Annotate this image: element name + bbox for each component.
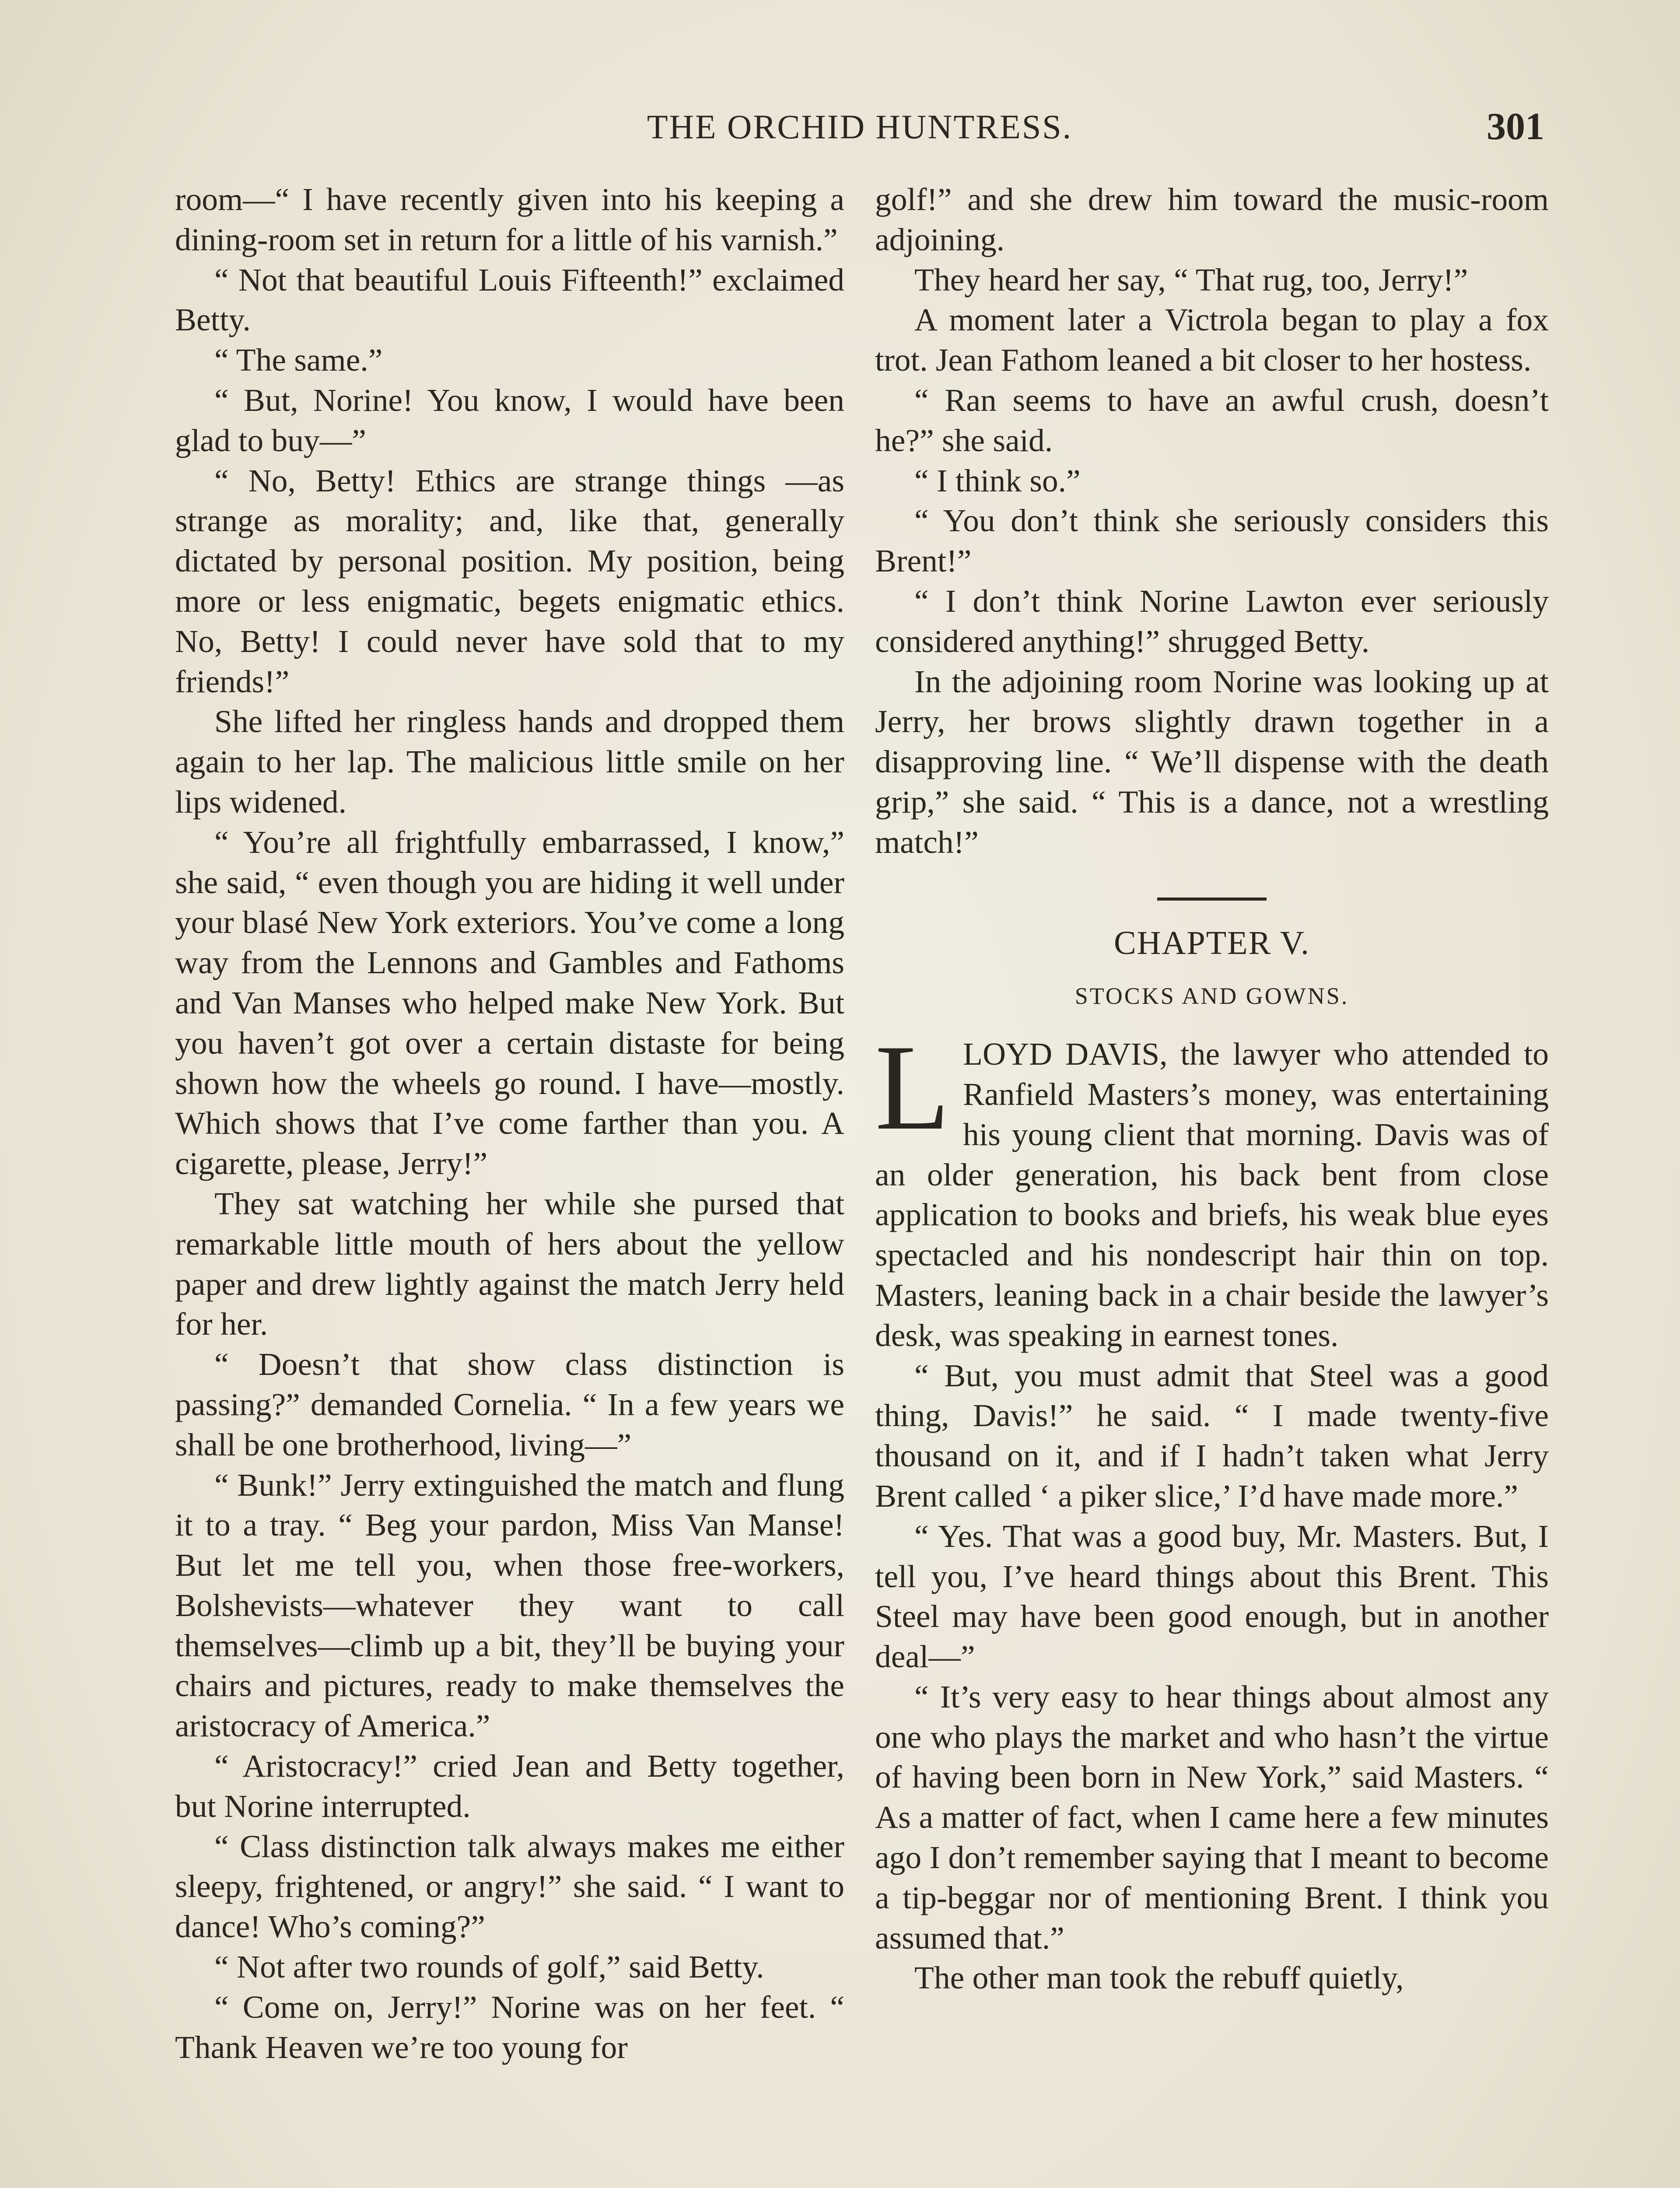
paragraph: “ I don’t think Norine Lawton ever seriously considered anything!” shrugged Betty.: [875, 583, 1549, 659]
paragraph: “ Come on, Jerry!” Norine was on her feet. “ Thank Heaven we’re too young for: [175, 1989, 844, 2065]
paragraph: “ You don’t think she seriously considers this Brent!”: [875, 503, 1549, 579]
chapter-opening-text: LOYD DAVIS, the lawyer who attended to Ranfield Masters’s money, was entertaining his young client that morning. Davis was of an older generation, his back bent from close application to books and briefs, his weak blue eyes spectacled and his nondescript hair thin on top. Masters, leaning back in a chair beside the lawyer’s desk, was speaking in earnest tones.: [875, 1036, 1549, 1353]
paragraph: The other man took the rebuff quietly,: [914, 1960, 1404, 1996]
right-column: [875, 179, 1549, 1998]
paragraph: “ It’s very easy to hear things about almost any one who plays the market and who hasn’t the virtue of having been born in New York,” said Masters. “ As a matter of fact, when I came here a few minutes ago I don’t remember saying that I meant to become a tip-beggar nor of mentioning Brent. I think you assumed that.”: [875, 1679, 1549, 1956]
paragraph: “ But, Norine! You know, I would have been glad to buy—”: [175, 382, 844, 458]
section-divider: [1157, 898, 1267, 901]
paragraph: A moment later a Victrola began to play a fox trot. Jean Fathom leaned a bit closer to her hostess.: [875, 302, 1549, 378]
paragraph: She lifted her ringless hands and dropped them again to her lap. The malicious little smile on her lips widened.: [175, 704, 844, 820]
paragraph: “ Not after two rounds of golf,” said Betty.: [214, 1949, 764, 1985]
paragraph: “ Class distinction talk always makes me either sleepy, frightened, or angry!” she said. “ I want to dance! Who’s coming?”: [175, 1828, 844, 1945]
paragraph: “ Aristocracy!” cried Jean and Betty together, but Norine interrupted.: [175, 1748, 844, 1824]
drop-cap: L: [875, 1019, 950, 1156]
chapter-subtitle: STOCKS AND GOWNS.: [1074, 983, 1349, 1010]
paragraph: “ Not that beautiful Louis Fifteenth!” exclaimed Betty.: [175, 262, 844, 338]
paragraph: “ Ran seems to have an awful crush, doesn’t he?” she said.: [875, 382, 1549, 458]
paragraph: “ But, you must admit that Steel was a good thing, Davis!” he said. “ I made twenty-five thousand on it, and if I hadn’t taken what Jerry Brent called ‘ a piker slice,’ I’d have made more.”: [875, 1357, 1549, 1514]
running-title: THE ORCHID HUNTRESS.: [647, 108, 1073, 146]
paragraph: “ Bunk!” Jerry extinguished the match and flung it to a tray. “ Beg your pardon, Miss Van Manse! But let me tell you, when those free-workers, Bolshevists—whatever they want to call themselves—climb up a bit, they’ll be buying your chairs and pictures, ready to make themselves the aristocracy of America.”: [175, 1467, 844, 1744]
paragraph: In the adjoining room Norine was looking up at Jerry, her brows slightly drawn together in a disapproving line. “ We’ll dispense with the death grip,” she said. “ This is a dance, not a wrestling match!”: [875, 663, 1549, 860]
paragraph: golf!” and she drew him toward the music-room adjoining.: [875, 182, 1549, 257]
paragraph: “ The same.”: [214, 342, 383, 378]
paragraph: “ Yes. That was a good buy, Mr. Masters. But, I tell you, I’ve heard things about this Brent. This Steel may have been good enough, but in another deal—”: [875, 1518, 1549, 1675]
paragraph: “ You’re all frightfully embarrassed, I know,” she said, “ even though you are hiding it well under your blasé New York exteriors. You’ve come a long way from the Lennons and Gambles and Fathoms and Van Manses who helped make New York. But you haven’t got over a certain distaste for being shown how the wheels go round. I have—mostly. Which shows that I’ve come farther than you. A cigarette, please, Jerry!”: [175, 824, 844, 1182]
paragraph: room—“ I have recently given into his keeping a dining-room set in return for a little of his varnish.”: [175, 182, 844, 257]
chapter-heading: CHAPTER V.: [1114, 924, 1310, 961]
paragraph: They heard her say, “ That rug, too, Jerry!”: [914, 262, 1468, 298]
paragraph: “ I think so.”: [914, 463, 1081, 498]
chapter-opening-paragraph: [875, 1019, 1549, 1355]
left-column: [175, 179, 844, 2067]
page-number: 301: [1487, 105, 1544, 148]
paragraph: They sat watching her while she pursed that remarkable little mouth of hers about the yellow paper and drew lightly against the match Jerry held for her.: [175, 1185, 844, 1342]
paragraph: “ Doesn’t that show class distinction is passing?” demanded Cornelia. “ In a few years we shall be one brotherhood, living—”: [175, 1346, 844, 1462]
running-header: [175, 98, 1544, 147]
paragraph: “ No, Betty! Ethics are strange things —as strange as morality; and, like that, generally dictated by personal position. My position, being more or less enigmatic, begets enigmatic ethics. No, Betty! I could never have sold that to my friends!”: [175, 463, 844, 699]
